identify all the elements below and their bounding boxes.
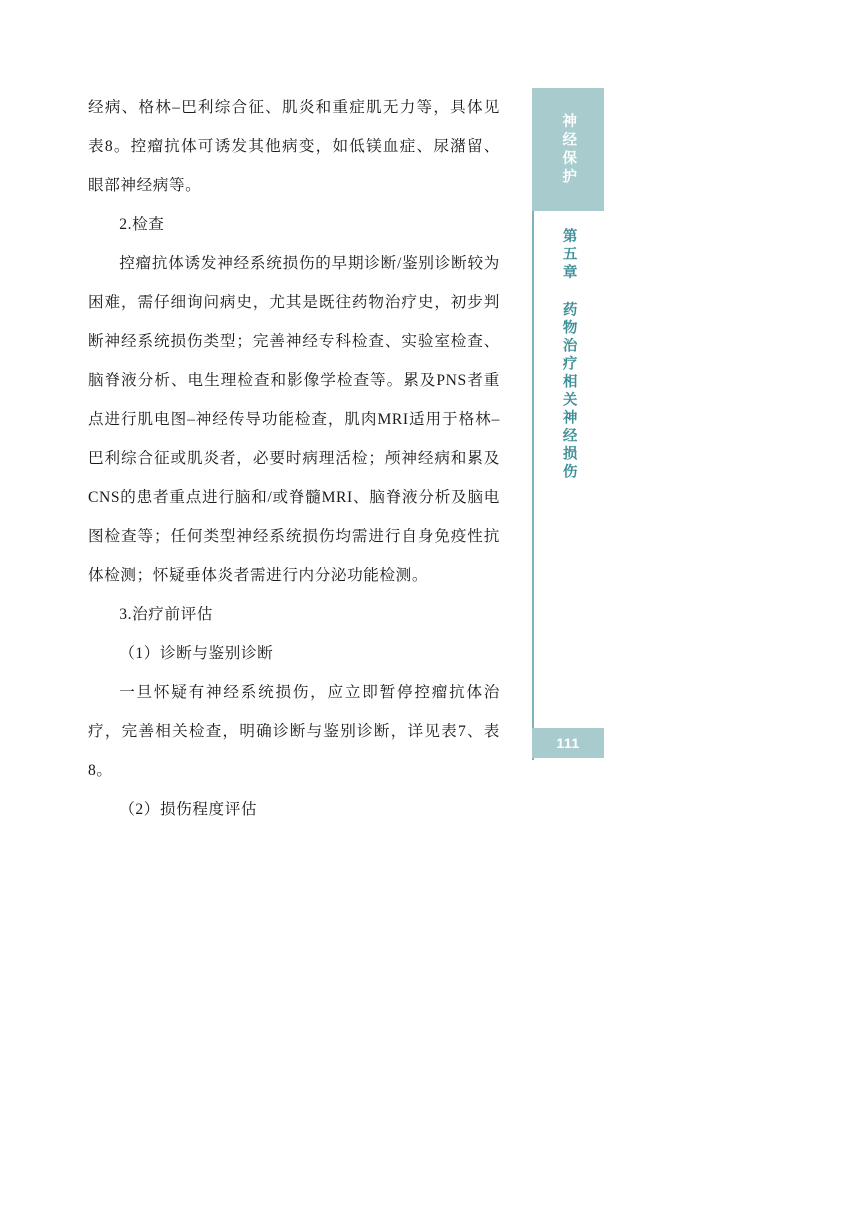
section-tab (532, 88, 604, 211)
paragraph: （2）损伤程度评估 (119, 801, 258, 818)
chapter-label-text: 第五章 药物治疗相关神经损伤 (560, 228, 577, 482)
paragraph: 3.治疗前评估 (119, 606, 214, 623)
paragraph: 一旦怀疑有神经系统损伤，应立即暂停控瘤抗体治疗，完善相关检查，明确诊断与鉴别诊断，详见表7、表8。 (88, 684, 500, 779)
body-text-column (88, 88, 500, 829)
paragraph: 2.检查 (119, 216, 165, 233)
paragraph: 经病、格林–巴利综合征、肌炎和重症肌无力等，具体见表8。控瘤抗体可诱发其他病变，如低镁血症、尿潴留、眼部神经病等。 (88, 99, 500, 194)
paragraph: 控瘤抗体诱发神经系统损伤的早期诊断/鉴别诊断较为困难，需仔细询问病史，尤其是既往药物治疗史，初步判断神经系统损伤类型；完善神经专科检查、实验室检查、脑脊液分析、电生理检查和影像学检查等。累及PNS者重点进行肌电图–神经传导功能检查，肌肉MRI适用于格林–巴利综合征或肌炎者，必要时病理活检；颅神经病和累及CNS的患者重点进行脑和/或脊髓MRI、脑脊液分析及脑电图检查等；任何类型神经系统损伤均需进行自身免疫性抗体检测；怀疑垂体炎者需进行内分泌功能检测。 (88, 255, 500, 584)
chapter-label (532, 228, 604, 482)
side-rail (532, 88, 604, 760)
page-number-text: 111 (556, 735, 580, 751)
paragraph: （1）诊断与鉴别诊断 (119, 645, 274, 662)
page-number (532, 728, 604, 758)
section-tab-label: 神经保护 (560, 112, 577, 187)
